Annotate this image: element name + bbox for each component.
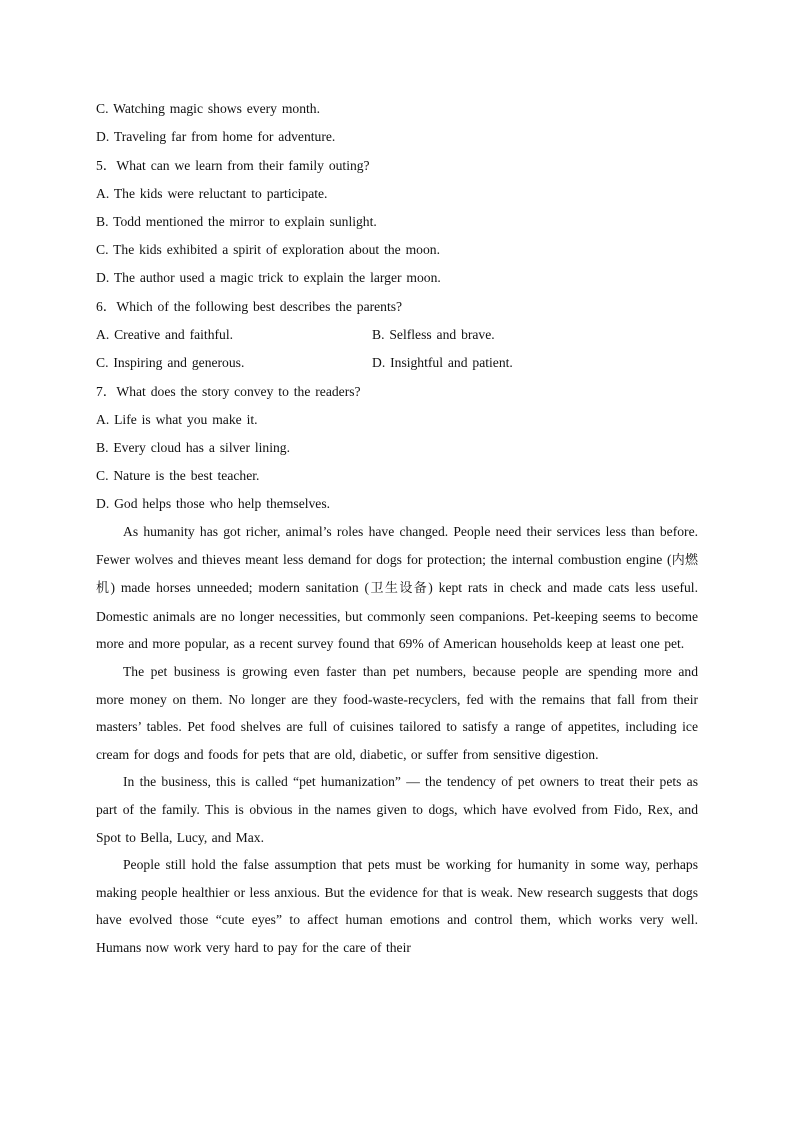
option-d: D. Insightful and patient. (372, 355, 513, 370)
question-stem: 6．Which of the following best describes the parents? (96, 299, 403, 314)
option-d: D. The author used a magic trick to explain the larger moon. (96, 270, 441, 285)
option-c: C. Watching magic shows every month. (96, 101, 320, 116)
passage-paragraph-3: In the business, this is called “pet humanization” — the tendency of pet owners to treat their pets as part of the family. This is obvious in the names given to dogs, which have evolved from Fido, Rex, and Spot to Bella, Lucy, and Max. (96, 774, 698, 845)
reading-passage (96, 518, 698, 962)
option-c: C. Inspiring and generous. (96, 355, 245, 370)
passage-paragraph-2: The pet business is growing even faster than pet numbers, because people are spending more and more money on them. No longer are they food-waste-recyclers, fed with the remains that fall from their masters’ tables. Pet food shelves are full of cuisines tailored to satisfy a range of appetites, including ice cream for dogs and foods for pets that are old, diabetic, or suffer from sensitive digestion. (96, 663, 698, 762)
question-stem: 7．What does the story convey to the readers? (96, 384, 361, 399)
option-a: A. Creative and faithful. (96, 327, 233, 342)
option-row (96, 349, 698, 377)
question-7 (96, 377, 698, 518)
previous-question-options (96, 95, 698, 151)
option-b: B. Every cloud has a silver lining. (96, 440, 290, 455)
option-c: C. The kids exhibited a spirit of exploration about the moon. (96, 242, 440, 257)
document-page (96, 95, 698, 962)
question-6 (96, 292, 698, 377)
passage-paragraph-1 (96, 518, 698, 658)
option-b: B. Todd mentioned the mirror to explain sunlight. (96, 214, 377, 229)
question-5 (96, 151, 698, 292)
paragraph-text: ) kept rats in check and made cats less useful. Domestic animals are no longer necessities, but commonly seen companions. Pet-keeping seems to become more and more popular, as a recent survey found that 69% of American households keep at least one pet. (96, 580, 698, 652)
option-row (96, 321, 698, 349)
chinese-gloss: 卫生设备 (369, 581, 429, 597)
paragraph-text: As humanity has got richer, animal’s roles have changed. People need their services less than before. Fewer wolves and thieves meant less demand for dogs for protection; the internal combustion engine ( (96, 524, 698, 567)
option-d: D. God helps those who help themselves. (96, 496, 331, 511)
option-a: A. The kids were reluctant to participate. (96, 186, 328, 201)
question-stem: 5．What can we learn from their family outing? (96, 158, 370, 173)
option-a: A. Life is what you make it. (96, 412, 258, 427)
chinese-gloss: 内燃机 (96, 552, 698, 597)
option-c: C. Nature is the best teacher. (96, 468, 260, 483)
option-d: D. Traveling far from home for adventure. (96, 129, 336, 144)
passage-paragraph-4: People still hold the false assumption that pets must be working for humanity in some way, perhaps making people healthier or less anxious. But the evidence for that is weak. New research suggests that dogs have evolved those “cute eyes” to affect human emotions and control them, which works very well. Humans now work very hard to pay for the care of their (96, 857, 698, 955)
paragraph-text: ) made horses unneeded; modern sanitation ( (110, 580, 370, 596)
option-b: B. Selfless and brave. (372, 327, 495, 342)
